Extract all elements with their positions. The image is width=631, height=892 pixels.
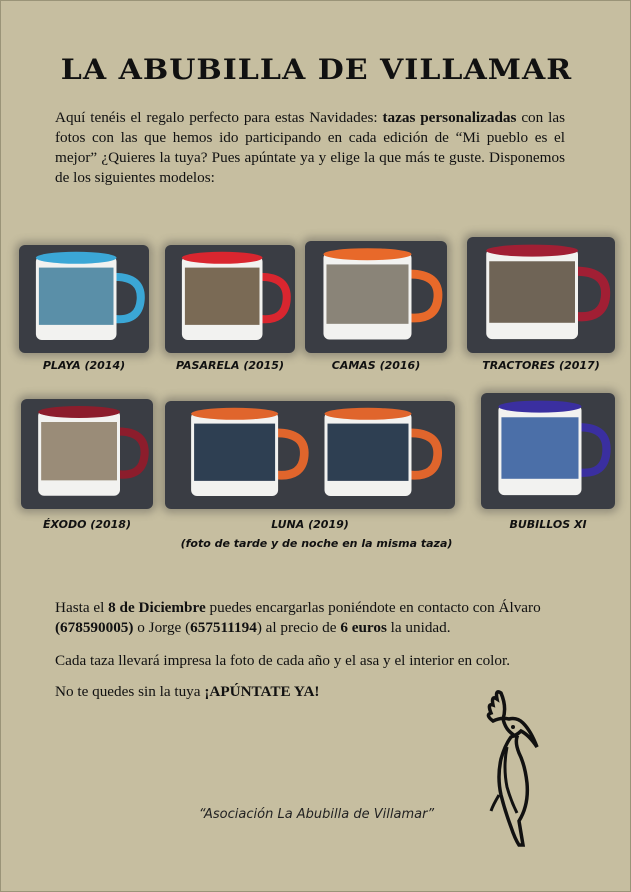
order-deadline: 8 de Diciembre — [108, 599, 206, 616]
caption-exodo: ÉXODO (2018) — [43, 518, 131, 531]
mug-photo-bubillos — [481, 393, 615, 509]
mug-photo-luna — [165, 401, 455, 509]
page-title: LA ABUBILLA DE VILLAMAR — [60, 54, 573, 87]
closing-call-to-action: ¡APÚNTATE YA! — [204, 683, 320, 700]
caption-pasarela: PASARELA (2015) — [175, 359, 284, 372]
mug-photo-exodo — [21, 399, 153, 509]
hoopoe-bird-icon — [471, 687, 551, 852]
signature: “Asociación La Abubilla de Villamar” — [198, 807, 435, 822]
print-paragraph: Cada taza llevará impresa la foto de cada año y el asa y el interior en color. — [55, 652, 510, 669]
order-text-3: o Jorge ( — [133, 619, 191, 636]
caption-bubillos: BUBILLOS XI — [509, 518, 587, 531]
caption-camas: CAMAS (2016) — [331, 359, 421, 372]
order-text-1: Hasta el — [55, 599, 109, 616]
order-phone-jorge: 657511194 — [190, 619, 257, 636]
mug-illustration — [38, 406, 144, 496]
order-paragraph — [55, 598, 575, 638]
order-text-4: ) al precio de — [256, 619, 341, 636]
mug-photo-playa — [19, 245, 149, 353]
intro-paragraph — [55, 108, 565, 188]
mug-photo-tractores — [467, 237, 615, 353]
mug-illustration — [191, 408, 304, 496]
order-price: 6 euros — [340, 619, 387, 636]
caption-playa: PLAYA (2014) — [42, 359, 126, 372]
order-text-5: la unidad. — [386, 619, 451, 636]
mug-illustration — [498, 401, 606, 495]
mug-illustration — [323, 248, 438, 339]
caption-tractores: TRACTORES (2017) — [482, 359, 600, 372]
mug-illustration — [325, 408, 438, 496]
intro-text-2: con las fotos con las que hemos ido participando en cada edición de “Mi pueblo es el mejor” ¿Quieres la tuya? Pues apúntate ya y elige la que más te guste. Disponemos de los siguientes modelos: — [55, 109, 565, 186]
luna-note: (foto de tarde y de noche en la misma taza) — [180, 537, 453, 550]
intro-text-1: Aquí tenéis el regalo perfecto para estas Navidades: — [55, 109, 383, 126]
intro-bold: tazas personalizadas — [382, 109, 517, 126]
closing-text: No te quedes sin la tuya — [55, 683, 205, 700]
caption-luna: LUNA (2019) — [271, 518, 349, 531]
order-text-2: puedes encargarlas poniéndote en contacto con Álvaro — [205, 599, 541, 616]
order-phone-alvaro: (678590005) — [55, 619, 134, 636]
mug-illustration — [182, 252, 287, 340]
mug-photo-camas — [305, 241, 447, 353]
mug-illustration — [486, 245, 605, 339]
mug-photo-pasarela — [165, 245, 295, 353]
mug-illustration — [36, 252, 141, 340]
